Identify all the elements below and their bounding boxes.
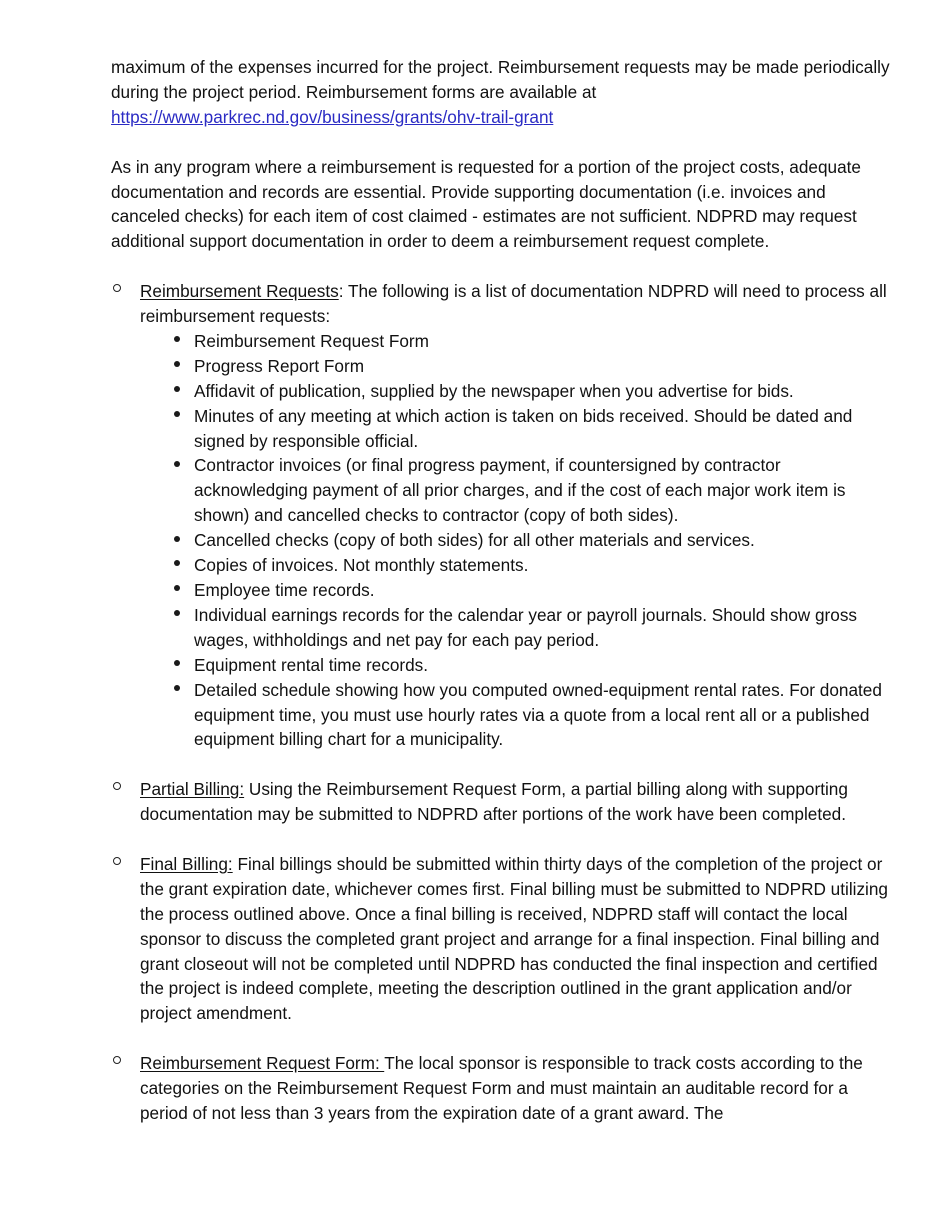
documentation-paragraph: As in any program where a reimbursement is requested for a portion of the project costs, adequate documentation and records are essential. Provide supporting documentation (i.e. invoices and canceled checks) for each item of cost claimed - estimates are not sufficient. NDPRD may request additional support documentation in order to deem a reimbursement request complete. [111,156,861,252]
section-heading-reimbursement-requests: Reimbursement Requests [140,281,339,302]
outline-list [111,279,895,1126]
section-body-reimbursement-request-form: The local sponsor is responsible to track costs according to the categories on the Reimbursement Request Form and must maintain an auditable record for a period of not less than 3 years from the expiration date of a grant award. The [140,1053,868,1123]
list-item [173,329,895,354]
bullet-text: Detailed schedule showing how you computed owned-equipment rental rates. For donated equipment time, you must use hourly rates via a quote from a local rent all or a published equipment billing chart for a municipality. [194,679,882,750]
section-body-final-billing: Final billings should be submitted within thirty days of the completion of the project or the grant expiration date, whichever comes first. Final billing must be submitted to NDPRD utilizing the process outlined above. Once a final billing is received, NDPRD staff will contact the local sponsor to discuss the completed grant project and arrange for a final inspection. Final billing and grant closeout will not be completed until NDPRD has conducted the final inspection and certified the project is indeed complete, meeting the description outlined in the grant application and/or project amendment. [140,853,893,1024]
round-bullet-icon [174,536,180,542]
hollow-circle-bullet-icon [113,857,121,865]
list-item [173,528,895,553]
list-item [173,578,895,603]
list-item [173,653,895,678]
bullet-text: Reimbursement Request Form [194,330,429,351]
hollow-circle-bullet-icon [113,284,121,292]
round-bullet-icon [174,461,180,467]
section-body-reimbursement-requests: The following is a list of documentation NDPRD will need to process all reimbursement requests: [140,281,892,327]
bullet-text: Minutes of any meeting at which action is taken on bids received. Should be dated and signed by responsible official. [194,405,853,451]
bullet-text: Progress Report Form [194,355,365,376]
section-heading-partial-billing: Partial Billing: [140,779,245,800]
list-item-final-billing [111,852,895,1026]
list-item-reimbursement-requests [111,279,895,752]
round-bullet-icon [174,361,180,367]
round-bullet-icon [174,411,180,417]
hollow-circle-bullet-icon [113,1056,121,1064]
bullet-text: Individual earnings records for the calendar year or payroll journals. Should show gross wages, withholdings and net pay for each pay period. [194,604,858,650]
bullet-text: Cancelled checks (copy of both sides) for all other materials and services. [194,530,755,551]
list-item [173,553,895,578]
document-body [111,55,895,1126]
list-item-partial-billing [111,777,895,827]
paragraph-spacer [111,827,895,852]
list-item-reimbursement-request-form [111,1051,895,1126]
paragraph-spacer [111,752,895,777]
bullet-text: Employee time records. [194,580,375,600]
round-bullet-icon [174,585,180,591]
round-bullet-icon [174,610,180,616]
bullet-text: Copies of invoices. Not monthly statements. [194,555,529,576]
round-bullet-icon [174,336,180,342]
intro-paragraph [111,55,895,130]
ohv-trail-grant-link[interactable]: https://www.parkrec.nd.gov/business/grants/ohv-trail-grant [111,106,554,127]
section-body-partial-billing: Using the Reimbursement Request Form, a partial billing along with supporting documentation may be submitted to NDPRD after portions of the work have been completed. [140,779,853,825]
list-item [173,379,895,404]
documentation-bullet-list [140,329,895,752]
round-bullet-icon [174,560,180,566]
list-item [173,603,895,653]
list-item [173,404,895,454]
list-item [173,453,895,528]
bullet-text: Affidavit of publication, supplied by the newspaper when you advertise for bids. [194,380,794,401]
round-bullet-icon [174,685,180,691]
list-item [173,354,895,379]
round-bullet-icon [174,386,180,392]
list-item [173,678,895,753]
heading-trailing-reimbursement-requests: : [338,281,348,302]
section-heading-final-billing: Final Billing: [140,853,233,874]
paragraph-spacer [111,1026,895,1051]
paragraph-spacer [111,130,895,155]
bullet-text: Equipment rental time records. [194,654,429,675]
bullet-text: Contractor invoices (or final progress payment, if countersigned by contractor acknowledging payment of all prior charges, and if the cost of each major work item is shown) and cancelled checks to contractor (copy of both sides). [194,455,846,526]
paragraph-spacer [111,254,895,279]
intro-text: maximum of the expenses incurred for the project. Reimbursement requests may be made periodically during the project period. Reimbursement forms are available at [111,57,890,102]
hollow-circle-bullet-icon [113,782,121,790]
section-heading-reimbursement-request-form: Reimbursement Request Form: [140,1053,385,1074]
round-bullet-icon [174,660,180,666]
